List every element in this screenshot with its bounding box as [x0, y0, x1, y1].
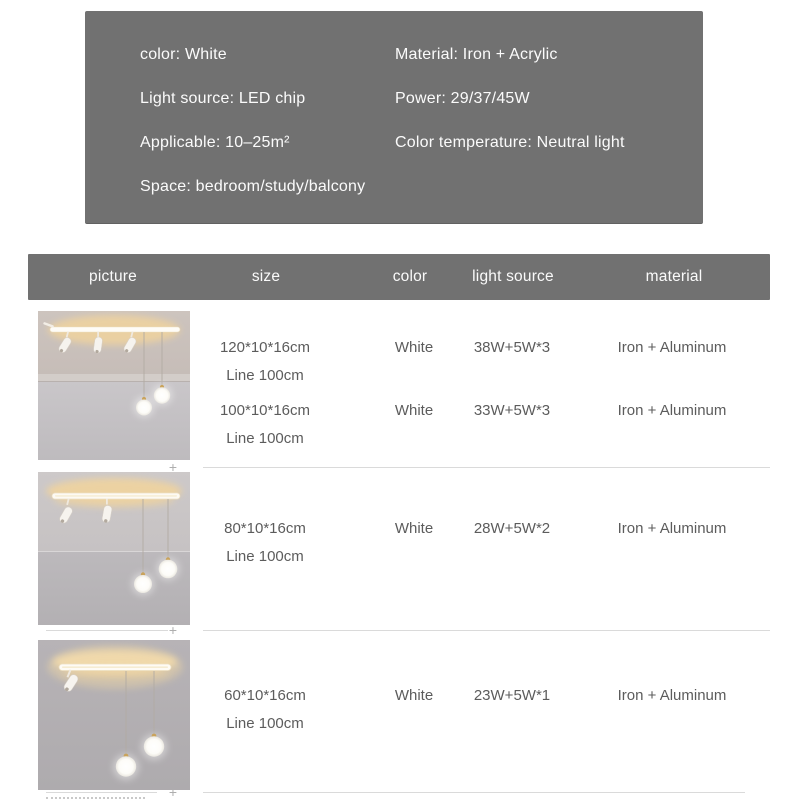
- cell-size: [195, 334, 335, 390]
- spec-row: [85, 178, 703, 200]
- spec-color-temperature: Color temperature: Neutral light: [395, 134, 625, 151]
- size-dimensions: 80*10*16cm: [224, 520, 306, 537]
- cell-color: White: [394, 520, 434, 537]
- cell-material: Iron + Aluminum: [617, 402, 727, 419]
- cell-size: [195, 515, 335, 571]
- cell-material: Iron + Aluminum: [617, 520, 727, 537]
- column-header-color: color: [392, 268, 428, 285]
- spec-color: color: White: [140, 46, 227, 63]
- cell-light-source: 28W+5W*2: [473, 520, 551, 537]
- row-divider: [203, 792, 745, 793]
- size-line-length: Line 100cm: [226, 367, 304, 384]
- spec-light-source: Light source: LED chip: [140, 90, 306, 107]
- spec-summary-box: [85, 11, 703, 224]
- size-dimensions: 120*10*16cm: [219, 339, 311, 356]
- ceiling-lamp-illustration: [38, 472, 190, 625]
- cell-size: [195, 397, 335, 453]
- size-dimensions: 60*10*16cm: [224, 687, 306, 704]
- column-header-picture: picture: [89, 268, 137, 285]
- cell-light-source: 38W+5W*3: [473, 339, 551, 356]
- ceiling-lamp-illustration: [38, 640, 190, 790]
- row-divider: [46, 792, 157, 793]
- cell-material: Iron + Aluminum: [617, 339, 727, 356]
- cell-light-source: 33W+5W*3: [473, 402, 551, 419]
- spec-power: Power: 29/37/45W: [395, 90, 530, 107]
- size-line-length: Line 100cm: [226, 715, 304, 732]
- spec-row: [85, 90, 703, 112]
- row-divider: [46, 630, 168, 631]
- spec-row: [85, 134, 703, 156]
- stitch-plus-icon: +: [168, 622, 178, 638]
- stitch-plus-icon: +: [168, 459, 178, 475]
- column-header-size: size: [251, 268, 281, 285]
- spec-row: [85, 46, 703, 68]
- cell-color: White: [394, 402, 434, 419]
- spec-material: Material: Iron + Acrylic: [395, 46, 558, 63]
- dashed-cut-line: [46, 797, 145, 799]
- spec-space: Space: bedroom/study/balcony: [140, 178, 366, 195]
- product-photo-60cm: [38, 640, 190, 790]
- spec-applicable: Applicable: 10–25m²: [140, 134, 290, 151]
- cell-light-source: 23W+5W*1: [473, 687, 551, 704]
- row-divider: [203, 467, 770, 468]
- size-line-length: Line 100cm: [226, 548, 304, 565]
- cell-color: White: [394, 339, 434, 356]
- table-header: [28, 254, 770, 300]
- ceiling-lamp-illustration: [38, 311, 190, 460]
- size-line-length: Line 100cm: [226, 430, 304, 447]
- cell-color: White: [394, 687, 434, 704]
- cell-size: [195, 682, 335, 738]
- product-photo-80cm: [38, 472, 190, 625]
- stitch-plus-icon: +: [168, 784, 178, 800]
- product-photo-120-100cm: [38, 311, 190, 460]
- size-dimensions: 100*10*16cm: [219, 402, 311, 419]
- column-header-light-source: light source: [472, 268, 554, 285]
- cell-material: Iron + Aluminum: [617, 687, 727, 704]
- row-divider: [203, 630, 770, 631]
- column-header-material: material: [645, 268, 703, 285]
